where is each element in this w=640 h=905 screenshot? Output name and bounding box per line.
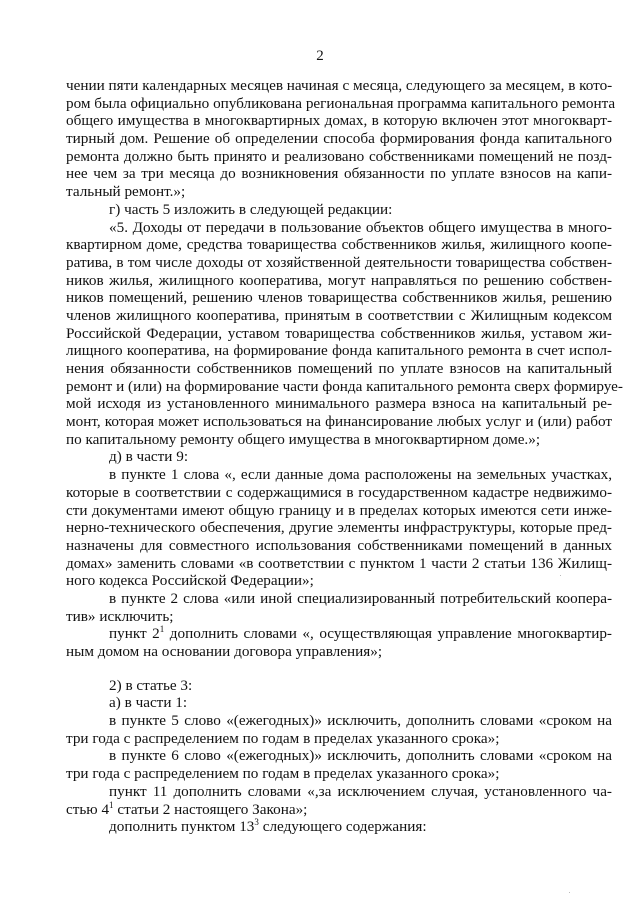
text-line: монт, которая может использоваться на финансирование любых услуг и (или) работ [66,413,612,431]
text-line: г) часть 5 изложить в следующей редакции: [109,200,393,218]
text-line: членов жилищного кооператива, принятым в соответствии с Жилищным кодексом [66,306,612,324]
paragraph [66,677,612,695]
scan-speck [569,892,570,893]
text-line: ников помещений, решению членов товарищества собственников жилья, решению [66,289,612,307]
text-line: в пункте 6 слово «(ежегодных)» исключить, дополнить словами «сроком на [109,747,612,765]
text-line: а) в части 1: [109,694,188,712]
text-line: мой исходя из установленного минимального размера взноса на капитальный ре- [66,395,612,413]
paragraph [66,466,612,590]
text-line: ников жилья, жилищного кооператива, могут направляться по решению собствен- [66,271,612,289]
paragraph [66,590,612,625]
text-line: квартирном доме, средства товарищества собственников жилья, жилищного коопе- [66,236,612,254]
text-line: ным домом на основании договора управления»; [66,643,383,660]
text-line: три года с распределением по годам в пределах указанного срока»; [66,729,500,747]
paragraph [66,694,612,712]
text-line: ратива, в том числе доходы от хозяйственной деятельности товарищества собствен- [66,253,612,271]
paragraph [66,625,612,660]
text-line: тирный дом. Решение об определении способа формирования фонда капитального [66,130,612,148]
text-line: д) в части 9: [109,448,189,466]
text-line: пункт 11 дополнить словами «,за исключением случая, установленного ча- [109,782,612,800]
superscript: 1 [159,624,165,635]
paragraph [66,201,612,219]
paragraph [66,218,623,449]
text-line: тальный ремонт.»; [66,183,186,201]
text-line: в пункте 1 слова «, если данные дома расположены на земельных участках, [109,466,612,484]
text-line: в пункте 5 слово «(ежегодных)» исключить, дополнить словами «сроком на [109,712,612,730]
text-line: ремонта должно быть принято и реализовано собственниками помещений не позд- [66,147,612,165]
text-line: сти документами имеют общую границу и в пределах которых имеются сети инже- [66,501,612,519]
text-line: ного кодекса Российской Федерации»; [66,572,314,590]
text-line: 2) в статье 3: [109,676,193,694]
text-line: тив» исключить; [66,607,174,625]
scan-speck [560,575,561,576]
text-line: чении пяти календарных месяцев начиная с месяца, следующего за месяцем, в кото- [66,77,613,94]
text-line: дополнить пунктом $13^3$ следующего содержания: [109,817,427,836]
text-line: ром была официально опубликована региональная программа капитального ремонта [66,94,616,112]
text-line: нее чем за три месяца до возникновения обязанности по уплате взносов на капи- [66,165,612,183]
paragraph-gap [66,661,612,677]
text-line: нения обязанности собственников помещений по уплате взносов на капитальный [66,360,612,377]
paragraph [66,77,616,201]
superscript: 1 [109,799,114,810]
text-line: назначены для совместного использования собственниками помещений в данных [66,536,612,554]
document-body [66,77,623,836]
text-line: по капитальному ремонту общего имущества в многоквартирном доме.»; [66,430,541,448]
text-line: общего имущества в многоквартирных домах, в которую включен этот многокварт- [66,112,612,130]
text-line: стью $4^1$ статьи 2 настоящего Закона»; [66,799,308,818]
page-number: 2 [316,48,324,64]
text-line: лищного кооператива, на формирование фонда капитального ремонта в счет испол- [66,342,612,360]
paragraph [66,783,612,818]
paragraph [66,747,612,782]
text-line: «5. Доходы от передачи в пользование объектов общего имущества в много- [109,218,612,236]
text-line: ремонт и (или) на формирование части фонда капитального ремонта сверх формируе- [66,377,623,395]
paragraph [66,818,612,836]
text-line: пункт $2^1$ дополнить словами «, осуществляющая управление многоквартир- [109,624,612,643]
text-line: нерно-технического обеспечения, другие элементы инфраструктуры, которые пред- [66,519,612,537]
paragraph [66,448,612,466]
text-line: в пункте 2 слова «или иной специализированный потребительский коопера- [109,589,612,607]
superscript: 3 [254,817,259,828]
paragraph [66,712,612,747]
text-line: Российской Федерации, уставом товарищества собственников жилья, уставом жи- [66,324,612,342]
text-line: которые в соответствии с содержащимися в государственном кадастре недвижимо- [66,483,612,501]
text-line: домах» заменить словами «в соответствии с пунктом 1 части 2 статьи 136 Жилищ- [66,554,612,572]
text-line: три года с распределением по годам в пределах указанного срока»; [66,765,500,783]
